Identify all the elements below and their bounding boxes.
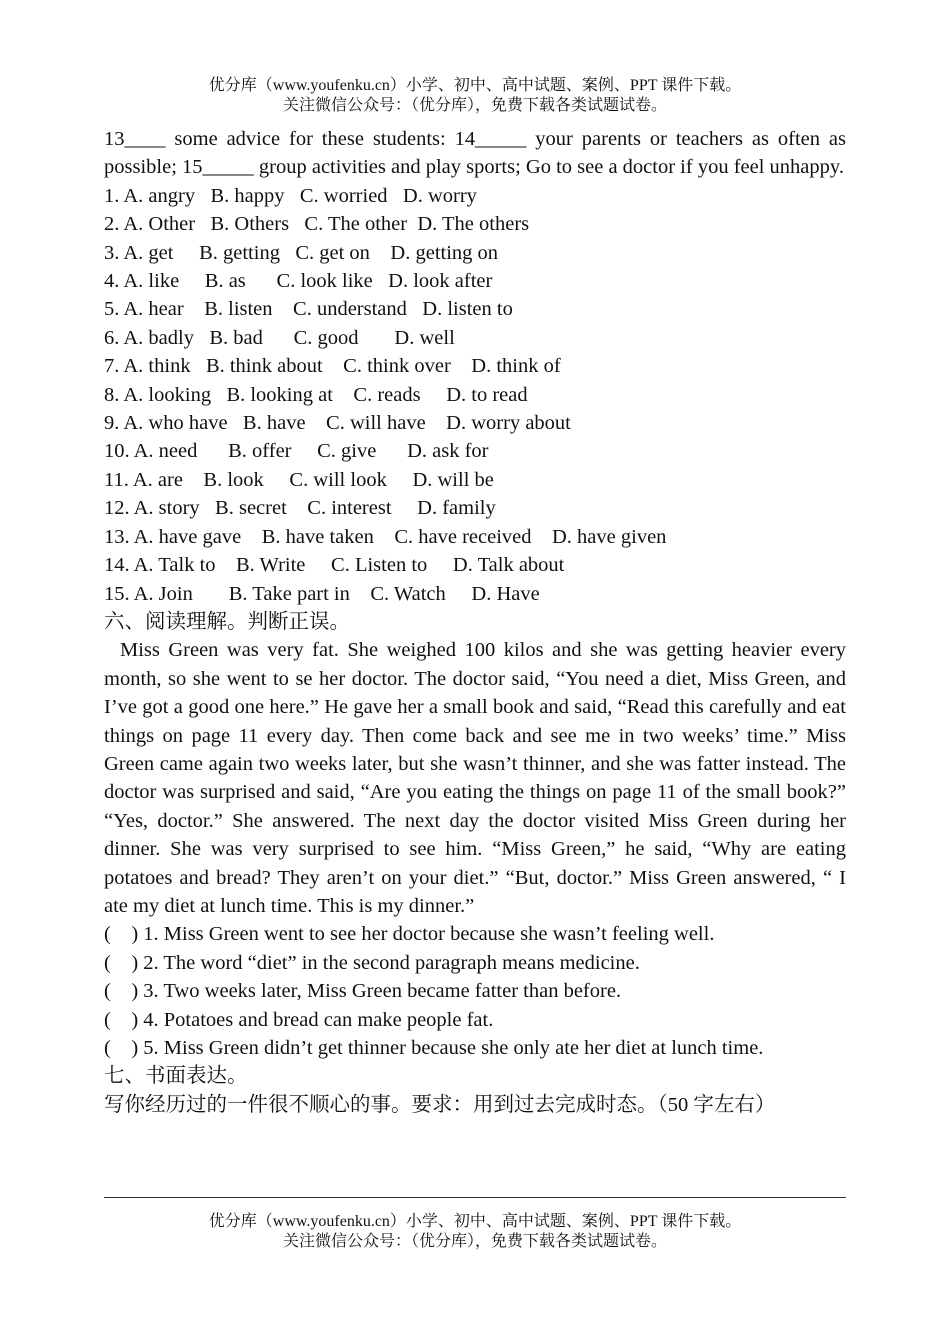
cloze-options — [104, 182, 846, 608]
option-row: 5. A. hear B. listen C. understand D. listen to — [104, 298, 513, 321]
writing-prompt: 写你经历过的一件很不顺心的事。要求：用到过去完成时态。（50 字左右） — [104, 1093, 776, 1116]
statement-row: ( ) 3. Two weeks later, Miss Green became fatter than before. — [104, 980, 622, 1003]
intro-text: 13____ some advice for these students: 14_____ your parents or teachers as often as possible; 15_____ group activities and play sports; Go to see a doctor if you feel unhappy. — [104, 128, 846, 179]
footer-line-2: 关注微信公众号：（优分库），免费下载各类试题试卷。 — [282, 1233, 667, 1250]
statement-row: ( ) 4. Potatoes and bread can make people fat. — [104, 1008, 494, 1031]
option-row: 11. A. are B. look C. will look D. will be — [104, 468, 494, 491]
option-row: 10. A. need B. offer C. give D. ask for — [104, 440, 489, 463]
option-row: 3. A. get B. getting C. get on D. getting on — [104, 241, 499, 264]
option-row: 7. A. think B. think about C. think over D. think of — [104, 355, 561, 378]
footer-line-1: 优分库（www.youfenku.cn）小学、初中、高中试题、案例、PPT 课件下载。 — [208, 1213, 742, 1230]
footer-divider — [104, 1197, 846, 1198]
section-7-title: 七、书面表达。 — [104, 1065, 248, 1088]
option-row: 2. A. Other B. Others C. The other D. The others — [104, 213, 530, 236]
true-false-statements — [104, 920, 846, 1062]
page-footer — [0, 1212, 950, 1252]
statement-row: ( ) 5. Miss Green didn’t get thinner because she only ate her diet at lunch time. — [104, 1037, 764, 1059]
option-row: 1. A. angry B. happy C. worried D. worry — [104, 184, 477, 207]
option-row: 14. A. Talk to B. Write C. Listen to D. Talk about — [104, 554, 565, 577]
option-row: 6. A. badly B. bad C. good D. well — [104, 326, 455, 349]
statement-row: ( ) 2. The word “diet” in the second paragraph means medicine. — [104, 951, 640, 974]
reading-passage: Miss Green was very fat. She weighed 100 kilos and she was getting heavier every month, so she went to se her doctor. The doctor said, “You need a diet, Miss Green, and I’ve got a good one here.” He gave her a small book and said, “Read this carefully and eat things on page 11 every day. Then come back and see me in two weeks’ time.” Miss Green came again two weeks later, but she wasn’t thinner, and she was fatter instead. The doctor was surprised and said, “Are you eating the things on page 11 of the small book?” “Yes, doctor.” She answered. The next day the doctor visited Miss Green during her dinner. She was very surprised to see him. “Miss Green,” he said, “Why are eating potatoes and bread? They aren’t on your diet.” “But, doctor.” Miss Green answered, “ I ate my diet at lunch time. This is my dinner.” — [104, 639, 846, 917]
option-row: 8. A. looking B. looking at C. reads D. to read — [104, 383, 528, 406]
header-line-2: 关注微信公众号：（优分库），免费下载各类试题试卷。 — [282, 97, 667, 114]
option-row: 9. A. who have B. have C. will have D. worry about — [104, 412, 571, 435]
option-row: 13. A. have gave B. have taken C. have received D. have given — [104, 525, 667, 548]
section-6-title: 六、阅读理解。判断正误。 — [104, 610, 350, 633]
option-row: 12. A. story B. secret C. interest D. family — [104, 497, 496, 520]
statement-row: ( ) 1. Miss Green went to see her doctor because she wasn’t feeling well. — [104, 923, 715, 946]
page-header — [0, 76, 950, 116]
option-row: 4. A. like B. as C. look like D. look after — [104, 270, 493, 293]
header-line-1: 优分库（www.youfenku.cn）小学、初中、高中试题、案例、PPT 课件下载。 — [208, 77, 742, 94]
worksheet-content — [104, 125, 846, 1119]
option-row: 15. A. Join B. Take part in C. Watch D. Have — [104, 582, 540, 605]
